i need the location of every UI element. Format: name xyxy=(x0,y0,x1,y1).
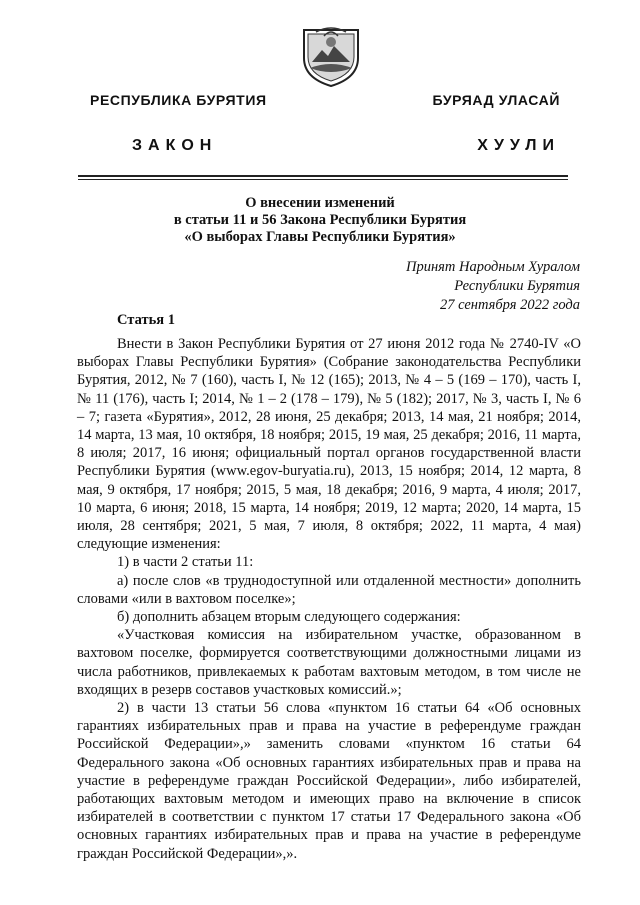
adoption-note-line: Республики Бурятия xyxy=(454,278,580,294)
law-title-line: О внесении изменений xyxy=(245,195,395,211)
republic-name-buryat: БУРЯАД УЛАСАЙ xyxy=(432,92,560,108)
adoption-note xyxy=(406,258,580,315)
law-title-line: в статьи 11 и 56 Закона Республики Бурятия xyxy=(173,212,467,228)
law-title-line: «О выборах Главы Республики Бурятия» xyxy=(184,229,456,245)
paragraph: 2) в части 13 статьи 56 слова «пунктом 16 статьи 64 «Об основных гарантиях избирательных прав и права на участие в референдуме граждан Российской Федерации»,» заменить словами «пунктом 16 статьи 64 Федерального закона «Об основных гарантиях избирательных прав и права на участие в референдуме граждан Российской Федерации», либо избирателей, работающих вахтовым методом и имеющих право на включение в список избирателей в соответствии с пунктом 17 статьи 17 Федерального закона «Об основных гарантиях избирательных прав и права на участие в референдуме граждан Российской Федерации»,». xyxy=(77,700,581,862)
paragraph: а) после слов «в труднодоступной или отдаленной местности» дополнить словами «или в вахтовом поселке»; xyxy=(77,572,581,607)
law-label-buryat: ХУУЛИ xyxy=(477,137,560,154)
adoption-note-line: Принят Народным Хуралом xyxy=(405,259,580,275)
law-label-russian: ЗАКОН xyxy=(132,137,218,154)
header-divider xyxy=(78,175,568,181)
article-heading: Статья 1 xyxy=(117,312,175,328)
adoption-date: 27 сентября 2022 года xyxy=(439,297,580,313)
paragraph: 1) в части 2 статьи 11: xyxy=(117,554,254,571)
coat-of-arms-icon xyxy=(298,24,364,88)
paragraph: б) дополнить абзацем вторым следующего содержания: xyxy=(117,609,461,626)
article-body xyxy=(77,335,581,863)
republic-name-russian: РЕСПУБЛИКА БУРЯТИЯ xyxy=(90,92,267,108)
paragraph: Внести в Закон Республики Бурятия от 27 июня 2012 года № 2740-IV «О выборах Главы Республики Бурятия» (Собрание законодательства Республики Бурятия, 2012, № 7 (160), часть I, № 12 (165); 2013, № 4 – 5 (169 – 170), часть I, № 11 (176), часть I; 2014, № 1 – 2 (178 – 179), № 5 (182); 2017, № 3, часть I, № 6 – 7; газета «Бурятия», 2012, 28 июня, 25 декабря; 2013, 14 мая, 21 ноября; 2014, 14 марта, 13 мая, 10 октября, 18 ноября; 2015, 19 мая, 25 декабря; 2016, 11 марта, 8 июля; 2017, 16 июня; официальный портал органов государственной власти Республики Бурятия (www.egov-buryatia.ru), 2013, 15 ноября; 2014, 12 марта, 8 мая, 9 октября, 17 ноября; 2015, 5 мая, 18 декабря; 2016, 9 марта, 4 июля; 2017, 10 марта, 6 июня; 2018, 15 марта, 14 ноября; 2019, 12 марта; 2020, 14 марта, 15 июля, 28 сентября; 2021, 5 мая, 7 июля, 8 октября; 2022, 11 марта, 4 мая) следующие изменения: xyxy=(77,336,581,553)
law-title xyxy=(0,195,640,246)
paragraph: «Участковая комиссия на избирательном участке, образованном в вахтовом поселке, формируется соответствующими должностными лицами из числа работников, привлекаемых к работам вахтовым методом, в том числе не входящих в резерв составов участковых комиссий.»; xyxy=(77,627,581,698)
